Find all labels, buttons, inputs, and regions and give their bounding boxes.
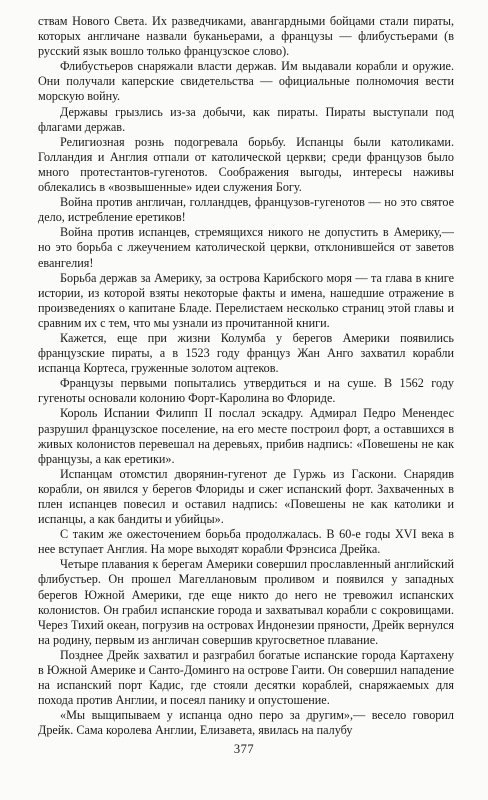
paragraph-13: Четыре плавания к берегам Америки совершил прославленный английский флибустьер. Он прошел Магеллановым проливом и появился у западных берегов Южной Америки, где еще никто до него не тревожил испанских колонистов. Он грабил испанские города и захватывал корабли с сокровищами. Через Тихий океан, погрузив на островах Индонезии пряности, Дрейк вернулся на родину, первым из англичан совершив кругосветное плавание. [38, 557, 454, 647]
paragraph-1: ствам Нового Света. Их разведчиками, авангардными бойцами стали пираты, которых англичане назвали буканьерами, а французы — флибустьерами (в русский язык вошло только французское слово). [38, 14, 454, 59]
paragraph-12: С таким же ожесточением борьба продолжалась. В 60-е годы XVI века в нее вступает Англия. На море выходят корабли Фрэнсиса Дрейка. [38, 527, 454, 557]
paragraph-2: Флибустьеров снаряжали власти держав. Им выдавали корабли и оружие. Они получали каперские свидетельства — официальные полномочия вести морскую войну. [38, 59, 454, 104]
paragraph-4: Религиозная рознь подогревала борьбу. Испанцы были католиками. Голландия и Англия отпали от католической церкви; среди французов было много протестантов-гугенотов. Соображения выгоды, интересы наживы облекались в «возвышенные» идеи служения Богу. [38, 134, 454, 195]
paragraph-7: Борьба держав за Америку, за острова Карибского моря — та глава в книге истории, из которой взяты некоторые факты и имена, нашедшие отражение в произведениях о капитане Бладе. Перелистаем несколько страниц этой главы и сравним их с тем, что мы узнали из прочитанной книги. [38, 270, 454, 330]
paragraph-9: Французы первыми попытались утвердиться и на суше. В 1562 году гугеноты основали колонию Форт-Каролина во Флориде. [38, 376, 454, 406]
paragraph-3: Державы грызлись из-за добычи, как пираты. Пираты выступали под флагами держав. [38, 104, 454, 134]
paragraph-14: Позднее Дрейк захватил и разграбил богатые испанские города Картахену в Южной Америке и Санто-Доминго на острове Гаити. Он совершил нападение на испанский порт Кадис, где стояли десятки кораблей, снаряжаемых для похода против Англии, и посеял панику и опустошение. [38, 647, 454, 708]
paragraph-10: Король Испании Филипп II послал эскадру. Адмирал Педро Менендес разрушил французское поселение, на его месте построил форт, а оставшихся в живых колонистов перевешал на деревьях, прибив надпись: «Повешены не как французы, а как еретики». [38, 406, 454, 466]
paragraph-8: Кажется, еще при жизни Колумба у берегов Америки появились французские пираты, а в 1523 году француз Жан Анго захватил корабли испанца Кортеса, груженные золотом ацтеков. [38, 330, 454, 376]
paragraph-15: «Мы выщипываем у испанца одно перо за другим»,— весело говорил Дрейк. Сама королева Англии, Елизавета, явилась на палубу [38, 708, 454, 738]
paragraph-6: Война против испанцев, стремящихся никого не допустить в Америку,— но это борьба с лжеучением католической церкви, отклонившейся от заветов евангелия! [38, 225, 454, 270]
paragraph-5: Война против англичан, голландцев, французов-гугенотов — но это святое дело, истребление еретиков! [38, 195, 454, 225]
page-number: 377 [233, 742, 255, 756]
paragraph-11: Испанцам отомстил дворянин-гугенот де Гуржь из Гаскони. Снарядив корабли, он явился у берегов Флориды и сжег испанский форт. Захваченных в плен испанцев повесил и оставил надпись: «Повешены не как католики и испанцы, а как бандиты и убийцы». [38, 466, 454, 527]
